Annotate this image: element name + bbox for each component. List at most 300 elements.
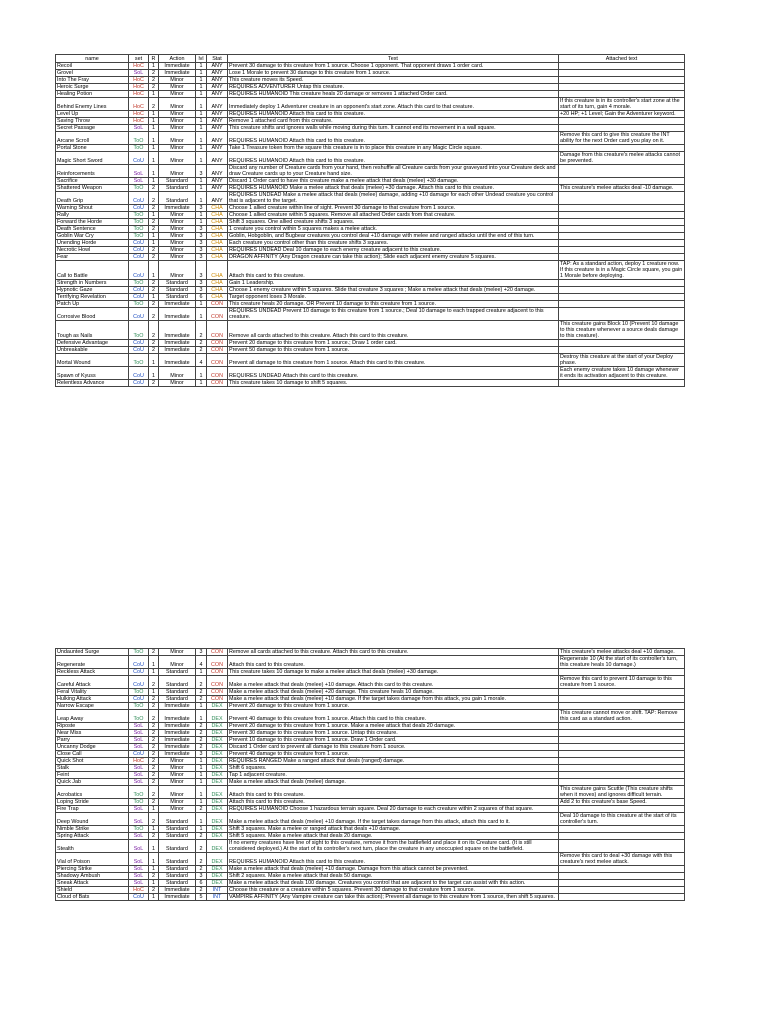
table-row xyxy=(56,205,685,212)
card-stat: CON xyxy=(207,347,228,354)
card-name: Magic Short Sword xyxy=(56,152,129,165)
card-attached-text xyxy=(559,866,685,873)
table-row xyxy=(56,347,685,354)
card-set: CoU xyxy=(129,340,149,347)
card-text: REQUIRES UNDEAD Attach this card to this creature. xyxy=(228,367,559,380)
card-rarity: 1 xyxy=(149,145,159,152)
card-action: Immediate xyxy=(159,887,196,894)
card-action: Standard xyxy=(159,689,196,696)
card-attached-text: +20 HP; +1 Level; Gain the Adventurer keyword. xyxy=(559,111,685,118)
card-set: CoU xyxy=(129,347,149,354)
card-stat: ANY xyxy=(207,165,228,178)
card-set: SoL xyxy=(129,853,149,866)
card-level: 3 xyxy=(196,165,207,178)
card-text: Make a melee attack that deals (melee) +10 damage. If the target takes damage from this attack, you gain 1 morale. xyxy=(228,696,559,703)
card-rarity: 1 xyxy=(149,840,159,853)
card-set: CoU xyxy=(129,380,149,387)
card-attached-text xyxy=(559,347,685,354)
card-name: Goblin War Cry xyxy=(56,233,129,240)
card-action: Immediate xyxy=(159,347,196,354)
card-rarity: 1 xyxy=(149,165,159,178)
card-set: SoL xyxy=(129,873,149,880)
table-row xyxy=(56,696,685,703)
card-rarity: 2 xyxy=(149,280,159,287)
card-name: Shield xyxy=(56,887,129,894)
card-level: 1 xyxy=(196,772,207,779)
card-stat: DEX xyxy=(207,758,228,765)
card-text: Remove all cards attached to this creature. Attach this card to this creature. xyxy=(228,649,559,656)
card-name: Secret Passage xyxy=(56,125,129,132)
card-stat: ANY xyxy=(207,152,228,165)
card-name: Cloud of Bats xyxy=(56,894,129,901)
card-rarity: 2 xyxy=(149,873,159,880)
card-attached-text xyxy=(559,205,685,212)
card-text: REQUIRES HUMANOID This creature heals 20 damage or removes 1 attached Order card. xyxy=(228,91,559,98)
card-text: Remove 1 attached card from this creature. xyxy=(228,118,559,125)
card-name: Unending Horde xyxy=(56,240,129,247)
card-level: 3 xyxy=(196,649,207,656)
card-table-2 xyxy=(55,648,685,901)
card-action: Minor xyxy=(159,656,196,669)
card-level: 3 xyxy=(196,226,207,233)
card-stat: CON xyxy=(207,354,228,367)
card-rarity: 1 xyxy=(149,125,159,132)
card-attached-text xyxy=(559,212,685,219)
card-attached-text xyxy=(559,254,685,261)
card-attached-text xyxy=(559,772,685,779)
card-name: Level Up xyxy=(56,111,129,118)
card-level: 1 xyxy=(196,111,207,118)
card-attached-text xyxy=(559,826,685,833)
card-attached-text: Remove this card to give this creature the INT ability for the next Order card you play on it. xyxy=(559,132,685,145)
card-attached-text xyxy=(559,380,685,387)
card-set: SoL xyxy=(129,723,149,730)
table-row xyxy=(56,765,685,772)
card-rarity: 2 xyxy=(149,786,159,799)
table-row xyxy=(56,380,685,387)
card-rarity: 1 xyxy=(149,111,159,118)
card-stat: ANY xyxy=(207,91,228,98)
card-level: 1 xyxy=(196,63,207,70)
card-text: Prevent 20 damage to this creature from 1 source. xyxy=(228,703,559,710)
card-text: Choose this creature or a creature within 5 squares. Prevent 30 damage to that creature from 1 source. xyxy=(228,887,559,894)
table-row xyxy=(56,669,685,676)
card-text: Make a melee attack that deals (melee) +10 damage. Damage from this attack cannot be prevented. xyxy=(228,866,559,873)
card-action: Immediate xyxy=(159,730,196,737)
card-set: HoC xyxy=(129,111,149,118)
card-rarity: 1 xyxy=(149,689,159,696)
card-rarity: 2 xyxy=(149,321,159,340)
card-set: CoU xyxy=(129,254,149,261)
card-attached-text xyxy=(559,765,685,772)
card-stat: ANY xyxy=(207,185,228,192)
card-stat: INT xyxy=(207,887,228,894)
card-stat: CHA xyxy=(207,247,228,254)
card-text: Shift 2 squares. Make a melee attack that deals 50 damage. xyxy=(228,873,559,880)
card-stat: CHA xyxy=(207,261,228,280)
card-rarity: 1 xyxy=(149,806,159,813)
card-text: Make a melee attack that deals (melee) +10 damage. Attach this card to this creature. xyxy=(228,676,559,689)
card-name: Defensive Advantage xyxy=(56,340,129,347)
card-level: 3 xyxy=(196,205,207,212)
card-action: Immediate xyxy=(159,723,196,730)
card-text: Take 1 Treasure token from the square this creature is in to place this creature in any Magic Circle square. xyxy=(228,145,559,152)
card-set: ToO xyxy=(129,301,149,308)
card-attached-text xyxy=(559,294,685,301)
card-rarity: 1 xyxy=(149,178,159,185)
card-text: Shift 6 squares. xyxy=(228,765,559,772)
card-action: Standard xyxy=(159,873,196,880)
card-name: Feral Vitality xyxy=(56,689,129,696)
card-name: Relentless Advance xyxy=(56,380,129,387)
card-rarity: 2 xyxy=(149,84,159,91)
card-action: Immediate xyxy=(159,340,196,347)
table-header-row xyxy=(56,55,685,63)
card-set: SoL xyxy=(129,866,149,873)
card-level: 1 xyxy=(196,185,207,192)
card-set: ToO xyxy=(129,233,149,240)
card-rarity: 2 xyxy=(149,723,159,730)
card-level: 1 xyxy=(196,84,207,91)
card-set: SoL xyxy=(129,880,149,887)
card-text: Shift 3 squares. Make a melee or ranged attack that deals +10 damage. xyxy=(228,826,559,833)
table-row xyxy=(56,866,685,873)
table-row xyxy=(56,853,685,866)
card-stat: DEX xyxy=(207,751,228,758)
card-attached-text xyxy=(559,758,685,765)
card-text: Choose 1 allied creature within 5 squares. Remove all attached Order cards from that creature. xyxy=(228,212,559,219)
card-level: 1 xyxy=(196,91,207,98)
card-level: 3 xyxy=(196,247,207,254)
card-name: Shattered Weapon xyxy=(56,185,129,192)
card-stat: CHA xyxy=(207,254,228,261)
card-attached-text xyxy=(559,730,685,737)
card-action: Minor xyxy=(159,111,196,118)
card-stat: CHA xyxy=(207,212,228,219)
table-row xyxy=(56,340,685,347)
card-rarity: 2 xyxy=(149,254,159,261)
card-stat: CON xyxy=(207,340,228,347)
card-stat: CHA xyxy=(207,240,228,247)
card-rarity: 2 xyxy=(149,751,159,758)
card-action: Minor xyxy=(159,98,196,111)
card-action: Immediate xyxy=(159,70,196,77)
card-level: 1 xyxy=(196,710,207,723)
card-level: 3 xyxy=(196,254,207,261)
card-level: 1 xyxy=(196,132,207,145)
card-attached-text xyxy=(559,894,685,901)
card-text: Prevent 40 damage to this creature from 1 source. xyxy=(228,751,559,758)
card-stat: ANY xyxy=(207,70,228,77)
card-attached-text xyxy=(559,287,685,294)
card-stat: ANY xyxy=(207,77,228,84)
card-level: 1 xyxy=(196,779,207,786)
table-row xyxy=(56,63,685,70)
card-text: This creature takes 10 damage to shift 5 squares. xyxy=(228,380,559,387)
card-name: Leap Away xyxy=(56,710,129,723)
card-level: 1 xyxy=(196,799,207,806)
card-stat: DEX xyxy=(207,880,228,887)
card-text: Discard any number of Creature cards from your hand, then reshuffle all Creature cards from your graveyard into your Creature deck and draw Creature cards up to your Creature hand size. xyxy=(228,165,559,178)
card-text: Prevent all damage to this creature from 1 source. Attach this card to this creature. xyxy=(228,354,559,367)
card-level: 2 xyxy=(196,840,207,853)
card-rarity: 2 xyxy=(149,219,159,226)
card-set: CoU xyxy=(129,287,149,294)
table-row xyxy=(56,887,685,894)
card-action: Minor xyxy=(159,380,196,387)
card-text: Discard 1 Order card to prevent all damage to this creature from 1 source. xyxy=(228,744,559,751)
card-action: Minor xyxy=(159,165,196,178)
card-level: 1 xyxy=(196,98,207,111)
card-stat: DEX xyxy=(207,813,228,826)
card-stat: DEX xyxy=(207,703,228,710)
card-set: CoU xyxy=(129,247,149,254)
card-rarity: 2 xyxy=(149,730,159,737)
card-name: Stalk xyxy=(56,765,129,772)
card-set: ToO xyxy=(129,689,149,696)
card-action: Minor xyxy=(159,152,196,165)
card-attached-text: This creature cannot move or shift. TAP: Remove this card as a standard action. xyxy=(559,710,685,723)
card-stat: ANY xyxy=(207,192,228,205)
card-stat: DEX xyxy=(207,737,228,744)
card-rarity: 1 xyxy=(149,866,159,873)
card-rarity: 1 xyxy=(149,261,159,280)
card-rarity: 1 xyxy=(149,294,159,301)
card-action: Minor xyxy=(159,806,196,813)
card-set: SoL xyxy=(129,744,149,751)
card-level: 3 xyxy=(196,261,207,280)
card-rarity: 2 xyxy=(149,799,159,806)
card-stat: CON xyxy=(207,676,228,689)
card-action: Standard xyxy=(159,833,196,840)
card-action: Standard xyxy=(159,287,196,294)
table-row xyxy=(56,132,685,145)
card-level: 1 xyxy=(196,212,207,219)
card-set: ToO xyxy=(129,321,149,340)
card-set: CoU xyxy=(129,367,149,380)
card-attached-text xyxy=(559,219,685,226)
card-action: Immediate xyxy=(159,737,196,744)
table-row xyxy=(56,744,685,751)
card-set: CoU xyxy=(129,676,149,689)
card-text: REQUIRES HUMANOID Attach this card to this creature. xyxy=(228,152,559,165)
card-level: 2 xyxy=(196,723,207,730)
card-name: Mortal Wound xyxy=(56,354,129,367)
table-row xyxy=(56,833,685,840)
card-rarity: 1 xyxy=(149,212,159,219)
card-stat: DEX xyxy=(207,840,228,853)
card-stat: DEX xyxy=(207,833,228,840)
card-name: Call to Battle xyxy=(56,261,129,280)
table-row xyxy=(56,70,685,77)
card-rarity: 1 xyxy=(149,880,159,887)
card-name: Loping Stride xyxy=(56,799,129,806)
card-attached-text xyxy=(559,91,685,98)
card-text: Remove all cards attached to this creature. Attach this card to this creature. xyxy=(228,321,559,340)
card-stat: CON xyxy=(207,656,228,669)
card-name: Riposte xyxy=(56,723,129,730)
card-attached-text xyxy=(559,751,685,758)
table-row xyxy=(56,233,685,240)
card-name: Shadowy Ambush xyxy=(56,873,129,880)
card-rarity: 2 xyxy=(149,758,159,765)
table-row xyxy=(56,676,685,689)
card-action: Immediate xyxy=(159,710,196,723)
card-name: Sacrifice xyxy=(56,178,129,185)
card-text: 1 creature you control within 5 squares makes a melee attack. xyxy=(228,226,559,233)
table-row xyxy=(56,710,685,723)
card-text: REQUIRES HUMANOID Attach this card to this creature. xyxy=(228,111,559,118)
card-rarity: 2 xyxy=(149,696,159,703)
card-rarity: 2 xyxy=(149,737,159,744)
card-set: CoU xyxy=(129,192,149,205)
card-rarity: 2 xyxy=(149,779,159,786)
card-rarity: 2 xyxy=(149,226,159,233)
card-action: Standard xyxy=(159,192,196,205)
card-name: Close Call xyxy=(56,751,129,758)
card-set: CoU xyxy=(129,696,149,703)
col-header-text: Text xyxy=(228,55,559,63)
card-level: 2 xyxy=(196,696,207,703)
card-set: SoL xyxy=(129,70,149,77)
card-level: 4 xyxy=(196,656,207,669)
table-row xyxy=(56,751,685,758)
card-name: Rally xyxy=(56,212,129,219)
card-name: Near Miss xyxy=(56,730,129,737)
card-action: Standard xyxy=(159,294,196,301)
card-set: HoC xyxy=(129,758,149,765)
card-stat: CHA xyxy=(207,287,228,294)
table-row xyxy=(56,254,685,261)
col-header-set: set xyxy=(129,55,149,63)
table-row xyxy=(56,145,685,152)
card-set: HoC xyxy=(129,91,149,98)
card-text: Prevent 20 damage to this creature from 1 source. Make a melee attack that deals 20 damage. xyxy=(228,723,559,730)
card-stat: DEX xyxy=(207,765,228,772)
card-name: Portal Stone xyxy=(56,145,129,152)
card-stat: CON xyxy=(207,649,228,656)
card-attached-text: This creature gains Scuttle (This creature shifts when it moves) and ignores difficult terrain. xyxy=(559,786,685,799)
card-set: HoC xyxy=(129,118,149,125)
table-row xyxy=(56,758,685,765)
card-action: Standard xyxy=(159,826,196,833)
card-action: Standard xyxy=(159,880,196,887)
card-rarity: 2 xyxy=(149,887,159,894)
card-level: 1 xyxy=(196,70,207,77)
card-level: 5 xyxy=(196,894,207,901)
card-attached-text: Add 2 to this creature's base Speed. xyxy=(559,799,685,806)
card-text: Make a melee attack that deals (melee) +20 damage. This creature heals 10 damage. xyxy=(228,689,559,696)
card-set: HoC xyxy=(129,887,149,894)
card-rarity: 2 xyxy=(149,813,159,826)
card-rarity: 2 xyxy=(149,710,159,723)
card-set: SoL xyxy=(129,165,149,178)
card-text: Prevent 20 damage to this creature from 1 source.; Draw 1 order card. xyxy=(228,340,559,347)
card-name: Fear xyxy=(56,254,129,261)
table-row xyxy=(56,894,685,901)
card-set: SoL xyxy=(129,833,149,840)
card-stat: DEX xyxy=(207,723,228,730)
card-name: Warning Shout xyxy=(56,205,129,212)
card-stat: ANY xyxy=(207,63,228,70)
card-stat: ANY xyxy=(207,145,228,152)
card-action: Minor xyxy=(159,772,196,779)
table-row xyxy=(56,226,685,233)
card-stat: CON xyxy=(207,380,228,387)
table-row xyxy=(56,84,685,91)
card-rarity: 2 xyxy=(149,185,159,192)
card-text: REQUIRES HUMANOID Choose 1 hazardous terrain square. Deal 20 damage to each creature within 2 squares of that square. xyxy=(228,806,559,813)
card-name: Piercing Strike xyxy=(56,866,129,873)
card-text: REQUIRES HUMANOID Attach this card to this creature. xyxy=(228,132,559,145)
card-rarity: 2 xyxy=(149,772,159,779)
card-stat: CHA xyxy=(207,294,228,301)
card-action: Minor xyxy=(159,132,196,145)
table-row xyxy=(56,247,685,254)
card-attached-text xyxy=(559,873,685,880)
card-stat: ANY xyxy=(207,98,228,111)
card-stat: DEX xyxy=(207,779,228,786)
card-action: Minor xyxy=(159,779,196,786)
card-stat: DEX xyxy=(207,730,228,737)
card-stat: DEX xyxy=(207,853,228,866)
col-header-stat: Stat xyxy=(207,55,228,63)
card-rarity: 1 xyxy=(149,826,159,833)
card-table-1 xyxy=(55,54,685,387)
card-stat: CON xyxy=(207,696,228,703)
card-set: HoC xyxy=(129,84,149,91)
table-row xyxy=(56,91,685,98)
card-stat: CON xyxy=(207,367,228,380)
card-level: 1 xyxy=(196,367,207,380)
card-text: If no enemy creatures have line of sight to this creature, remove it from the battlefield and place it on its Creature card. (It is still considered deployed.) At the start of its controller's next turn, place the creature in any unoccupied square on the battlefield. xyxy=(228,840,559,853)
card-level: 1 xyxy=(196,152,207,165)
card-action: Immediate xyxy=(159,894,196,901)
card-stat: ANY xyxy=(207,111,228,118)
table-row xyxy=(56,261,685,280)
card-action: Minor xyxy=(159,77,196,84)
card-attached-text xyxy=(559,84,685,91)
card-attached-text xyxy=(559,240,685,247)
card-attached-text xyxy=(559,737,685,744)
card-level: 2 xyxy=(196,833,207,840)
card-set: ToO xyxy=(129,649,149,656)
table-row xyxy=(56,806,685,813)
card-rarity: 2 xyxy=(149,347,159,354)
card-set: CoU xyxy=(129,152,149,165)
card-name: Hypnotic Gaze xyxy=(56,287,129,294)
card-action: Standard xyxy=(159,185,196,192)
card-level: 1 xyxy=(196,669,207,676)
table-row xyxy=(56,840,685,853)
card-name: Arcane Scroll xyxy=(56,132,129,145)
card-rarity: 1 xyxy=(149,240,159,247)
card-rarity: 2 xyxy=(149,308,159,321)
card-level: 1 xyxy=(196,786,207,799)
card-stat: CHA xyxy=(207,280,228,287)
card-text: This creature shifts and ignores walls while moving during this turn. It cannot end its movement in a wall square. xyxy=(228,125,559,132)
card-level: 2 xyxy=(196,744,207,751)
card-set: CoU xyxy=(129,669,149,676)
table-row xyxy=(56,880,685,887)
card-level: 1 xyxy=(196,813,207,826)
card-action: Minor xyxy=(159,765,196,772)
card-stat: ANY xyxy=(207,178,228,185)
card-level: 1 xyxy=(196,118,207,125)
table-row xyxy=(56,367,685,380)
card-action: Standard xyxy=(159,840,196,853)
table-row xyxy=(56,287,685,294)
